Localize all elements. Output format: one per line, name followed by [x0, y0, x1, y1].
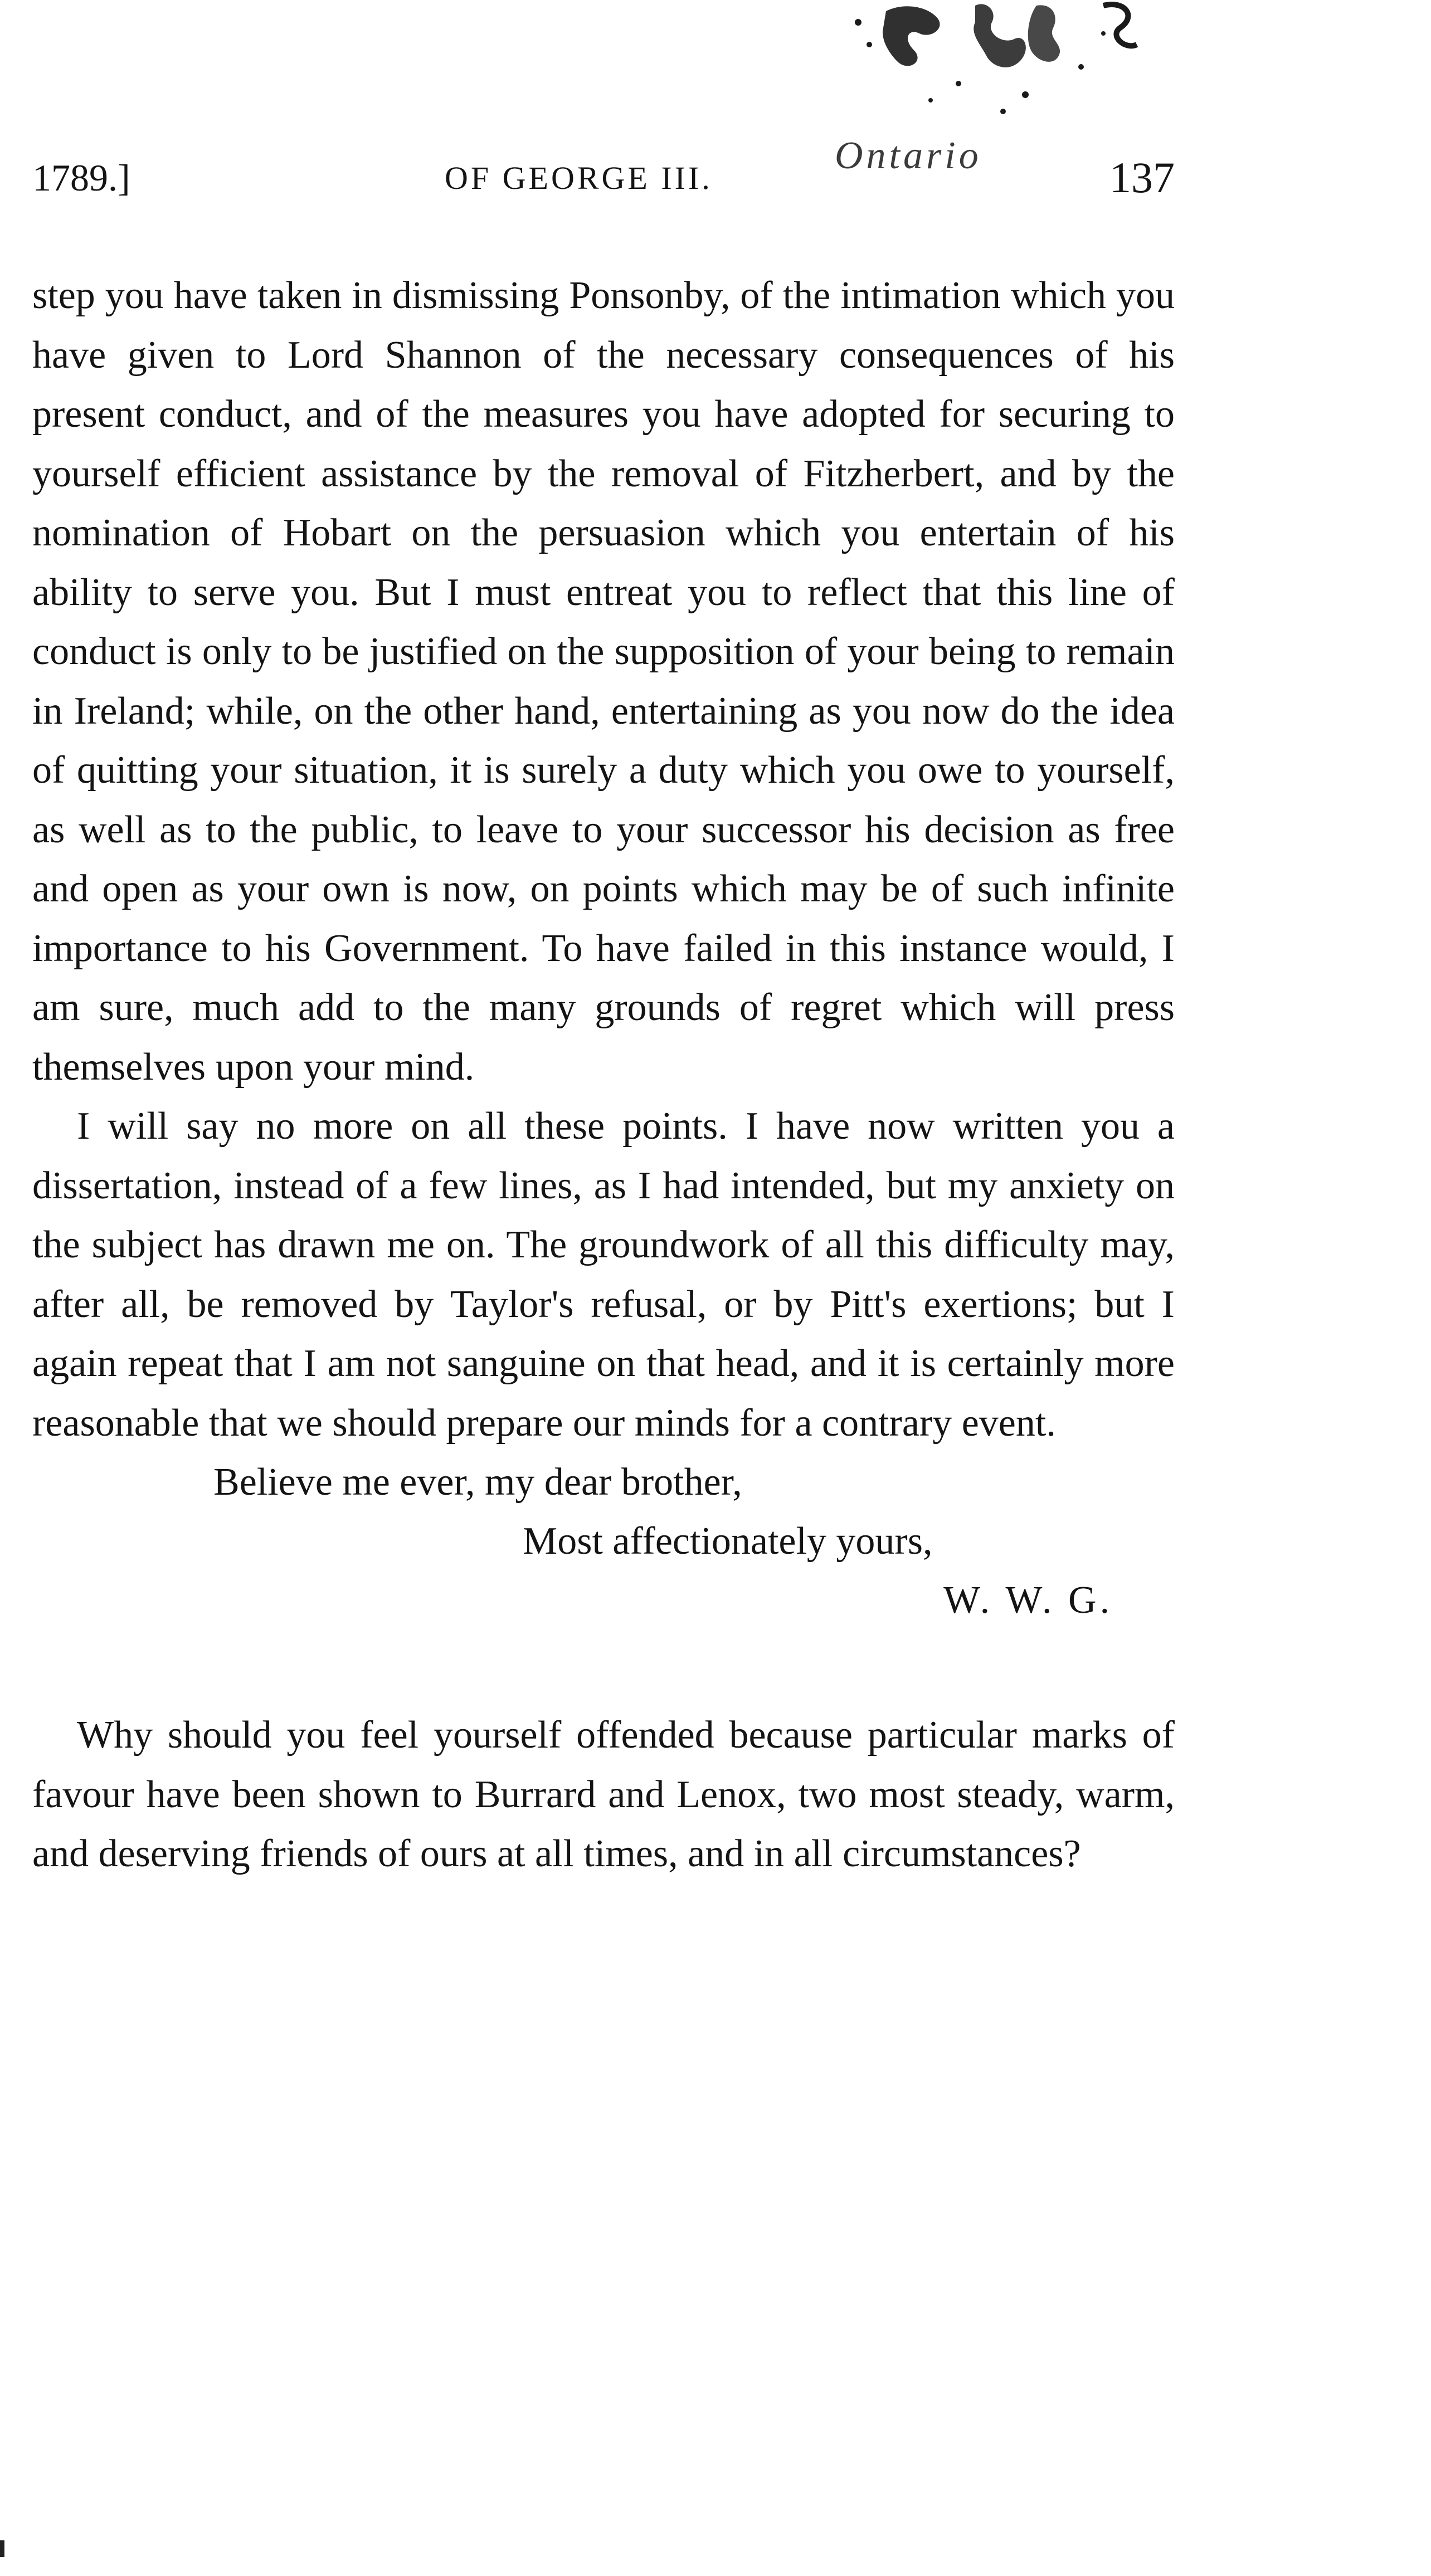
header-year: 1789.]: [32, 157, 130, 199]
closing-line-2: Most affectionately yours,: [523, 1520, 933, 1563]
postscript: Why should you feel yourself offended because particular marks of favour have been shown to Burrard and Lenox, two most steady, warm, and deserving friends of ours at all times, and in all circumstances?: [32, 1714, 1175, 1875]
closing-line-1: Believe me ever, my dear brother,: [213, 1461, 742, 1504]
letter-body: [32, 266, 1175, 1884]
running-title: OF GEORGE III.: [445, 160, 713, 196]
page-number: 137: [1109, 153, 1175, 202]
letter-closing: [32, 1453, 1175, 1631]
paragraph-1: step you have taken in dismissing Ponsonby, of the intimation which you have given to Lord Shannon of the necessary consequences of his present conduct, and of the measures you have adopted for securing to yourself efficient assistance by the removal of Fitzherbert, and by the nomination of Hobart on the persuasion which you entertain of his ability to serve you. But I must entreat you to reflect that this line of conduct is only to be justified on the supposition of your being to remain in Ireland; while, on the other hand, entertaining as you now do the idea of quitting your situation, it is surely a duty which you owe to yourself, as well as to the public, to leave to your successor his decision as free and open as your own is now, on points which may be of such infinite importance to his Government. To have failed in this instance would, I am sure, much add to the many grounds of regret which will press themselves upon your mind.: [32, 274, 1175, 1089]
paragraph-2: I will say no more on all these points. I have now written you a dissertation, instead of a few lines, as I had intended, but my anxiety on the subject has drawn me on. The groundwork of all this difficulty may, after all, be removed by Taylor's refusal, or by Pitt's exertions; but I again repeat that I am not sanguine on that head, and it is certainly more reasonable that we should prepare our minds for a contrary event.: [32, 1105, 1175, 1445]
signature: W. W. G.: [943, 1579, 1113, 1622]
stamp-text: Ontario: [835, 134, 982, 177]
library-stamp-icon: [791, 0, 1148, 128]
scan-edge-mark: [0, 2540, 4, 2557]
page-header: [32, 134, 1175, 217]
